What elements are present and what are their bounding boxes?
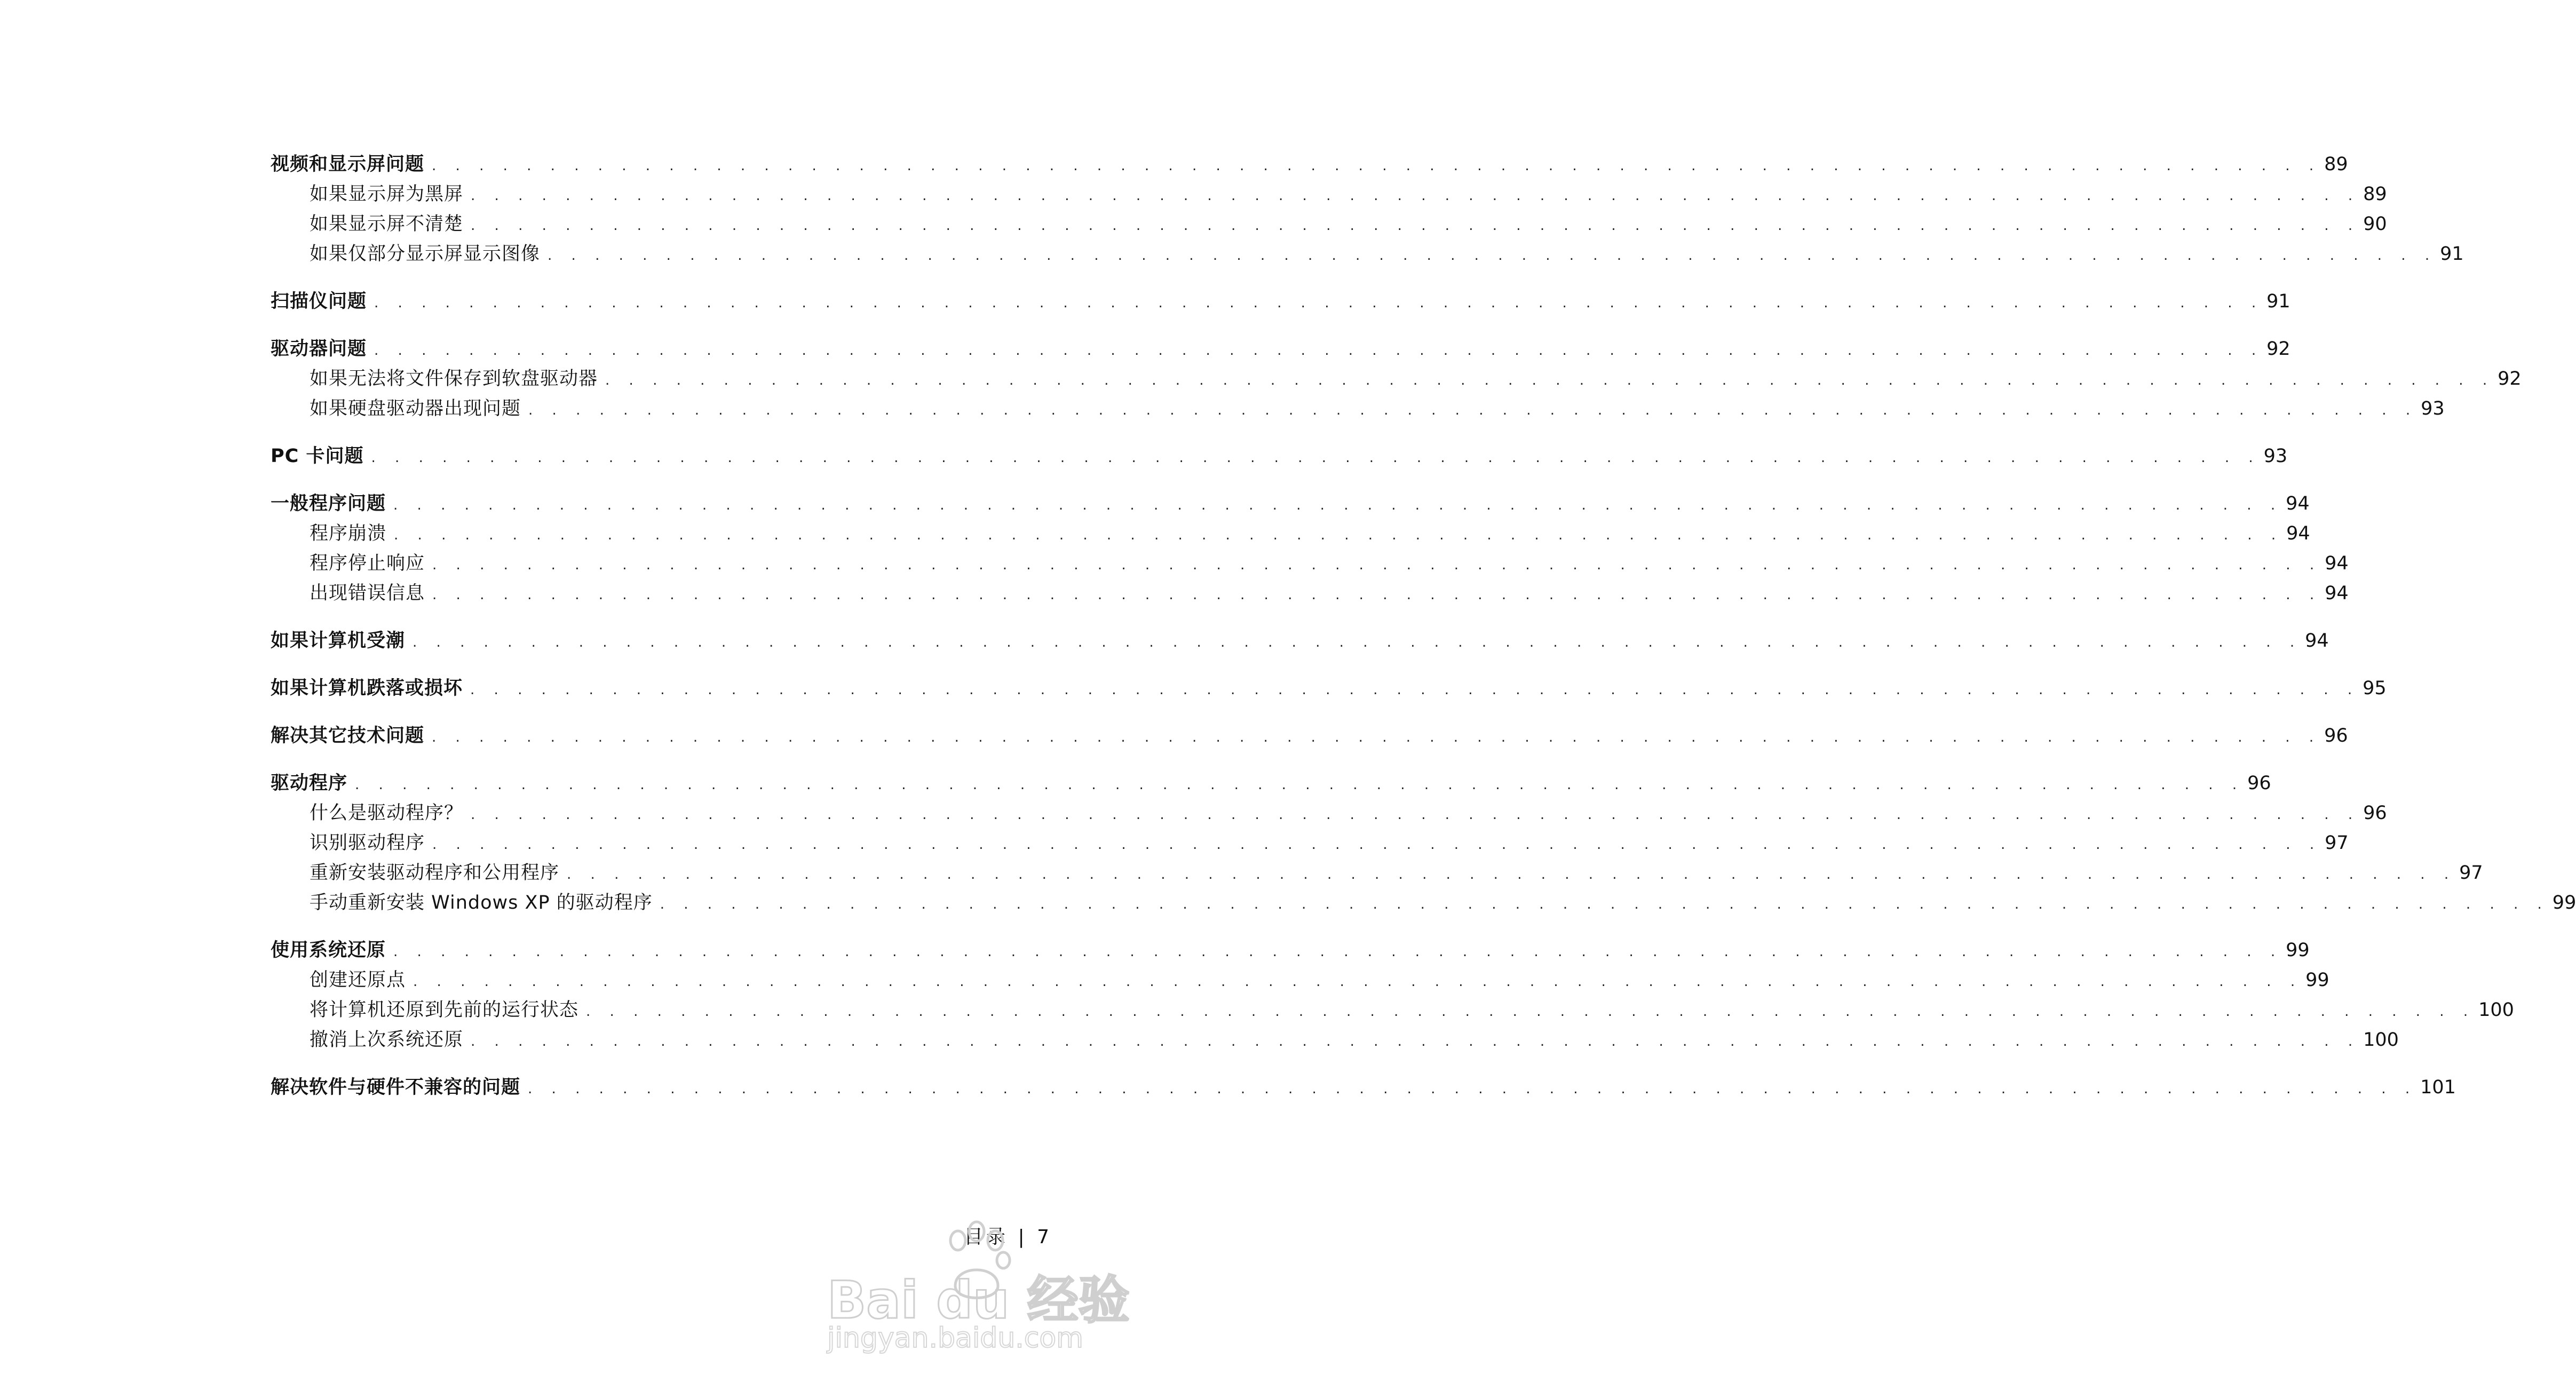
toc-entry-page-number: 91: [2440, 243, 2464, 265]
toc-entry-section[interactable]: [271, 798, 2387, 828]
toc-dot-leader: . . . . . . . . . . . . . . . . . . . . . . . . . . . . . . . . . . . . . . . . . . . . . . . . . . . . . . . . . . . . . . . . . . . . . . . . . . . . . . . .: [432, 837, 2322, 853]
toc-entry-page-number: 89: [2363, 184, 2387, 205]
toc-dot-leader: . . . . . . . . . . . . . . . . . . . . . . . . . . . . . . . . . . . . . . . . . . . . . . . . . . . . . . . . . . . . . . . . . . . . . . . . . . . . . . . .: [586, 1004, 2476, 1020]
toc-dot-leader: . . . . . . . . . . . . . . . . . . . . . . . . . . . . . . . . . . . . . . . . . . . . . . . . . . . . . . . . . . . . . . . . . . . . . . . . . . . . . . . .: [432, 587, 2322, 603]
toc-entry-page-number: 93: [2263, 446, 2288, 467]
toc-dot-leader: . . . . . . . . . . . . . . . . . . . . . . . . . . . . . . . . . . . . . . . . . . . . . . . . . . . . . . . . . . . . . . . . . . . . . . . . . . . . . . . .: [394, 527, 2284, 543]
toc-entry-title: 如果计算机跌落或损坏: [271, 678, 463, 699]
toc-entry-title: 手动重新安装 Windows XP 的驱动程序: [310, 892, 653, 913]
paw-pad-icon: [955, 1270, 998, 1298]
toc-entry-page-number: 91: [2266, 291, 2290, 312]
toc-entry-title: 驱动器问题: [271, 338, 367, 360]
toc-dot-leader: . . . . . . . . . . . . . . . . . . . . . . . . . . . . . . . . . . . . . . . . . . . . . . . . . . . . . . . . . . . . . . . . . . . . . . . . . . . . . . . .: [432, 557, 2322, 573]
toc-entry-section[interactable]: [271, 858, 2483, 888]
toc-entry-chapter[interactable]: [271, 721, 2348, 751]
toc-dot-leader: . . . . . . . . . . . . . . . . . . . . . . . . . . . . . . . . . . . . . . . . . . . . . . . . . . . . . . . . . . . . . . . . . . . . . . . . . . . . . . . .: [355, 777, 2245, 793]
toc-entry-section[interactable]: [271, 394, 2445, 424]
toc-dot-leader: . . . . . . . . . . . . . . . . . . . . . . . . . . . . . . . . . . . . . . . . . . . . . . . . . . . . . . . . . . . . . . . . . . . . . . . . . . . . . . . .: [471, 218, 2360, 234]
toc-entry-page-number: 94: [2286, 493, 2310, 514]
toc-entry-page-number: 101: [2420, 1077, 2456, 1098]
toc-dot-leader: . . . . . . . . . . . . . . . . . . . . . . . . . . . . . . . . . . . . . . . . . . . . . . . . . . . . . . . . . . . . . . . . . . . . . . . . . . . . . . . .: [432, 729, 2321, 745]
toc-entry-chapter[interactable]: [271, 149, 2348, 179]
watermark-url-text: jingyan.baidu.com: [827, 1322, 1083, 1354]
toc-entry-title: 解决软件与硬件不兼容的问题: [271, 1077, 521, 1098]
toc-entry-title: 程序停止响应: [310, 553, 425, 574]
toc-entry-section[interactable]: [271, 965, 2329, 995]
footer-page-number: 7: [1037, 1226, 1052, 1248]
toc-entry-page-number: 99: [2286, 940, 2310, 961]
toc-dot-leader: . . . . . . . . . . . . . . . . . . . . . . . . . . . . . . . . . . . . . . . . . . . . . . . . . . . . . . . . . . . . . . . . . . . . . . . . . . . . . . . .: [374, 343, 2264, 359]
toc-entry-title: 什么是驱动程序？: [310, 802, 464, 824]
toc-entry-section[interactable]: [271, 239, 2464, 269]
toc-entry-page-number: 97: [2459, 862, 2483, 884]
toc-entry-title: 出现错误信息: [310, 583, 425, 604]
toc-dot-leader: . . . . . . . . . . . . . . . . . . . . . . . . . . . . . . . . . . . . . . . . . . . . . . . . . . . . . . . . . . . . . . . . . . . . . . . . . . . . . . . .: [471, 1034, 2360, 1050]
toc-entry-page-number: 89: [2324, 154, 2348, 175]
toc-entry-page-number: 100: [2363, 1029, 2399, 1051]
baidu-jingyan-watermark: [822, 1211, 1130, 1354]
toc-entry-section[interactable]: [271, 209, 2387, 239]
toc-entry-section[interactable]: [271, 519, 2310, 549]
toc-dot-leader: . . . . . . . . . . . . . . . . . . . . . . . . . . . . . . . . . . . . . . . . . . . . . . . . . . . . . . . . . . . . . . . . . . . . . . . . . . . . . . . .: [432, 158, 2321, 174]
toc-entry-page-number: 94: [2286, 523, 2310, 544]
toc-entry-page-number: 96: [2324, 725, 2348, 746]
toc-entry-title: 将计算机还原到先前的运行状态: [310, 999, 579, 1021]
toc-entry-chapter[interactable]: [271, 673, 2387, 703]
toc-dot-leader: . . . . . . . . . . . . . . . . . . . . . . . . . . . . . . . . . . . . . . . . . . . . . . . . . . . . . . . . . . . . . . . . . . . . . . . . . . . . . . . .: [470, 682, 2360, 698]
table-of-contents: [271, 149, 2576, 1102]
toc-entry-section[interactable]: [271, 995, 2514, 1025]
toc-entry-page-number: 94: [2325, 583, 2349, 604]
toc-dot-leader: . . . . . . . . . . . . . . . . . . . . . . . . . . . . . . . . . . . . . . . . . . . . . . . . . . . . . . . . . . . . . . . . . . . . . . . . . . . . . . . .: [605, 372, 2495, 388]
toc-entry-title: 如果计算机受潮: [271, 630, 406, 651]
toc-entry-page-number: 97: [2325, 832, 2349, 854]
toc-entry-page-number: 92: [2498, 368, 2522, 390]
toc-dot-leader: . . . . . . . . . . . . . . . . . . . . . . . . . . . . . . . . . . . . . . . . . . . . . . . . . . . . . . . . . . . . . . . . . . . . . . . . . . . . . . . .: [471, 807, 2360, 823]
toc-dot-leader: . . . . . . . . . . . . . . . . . . . . . . . . . . . . . . . . . . . . . . . . . . . . . . . . . . . . . . . . . . . . . . . . . . . . . . . . . . . . . . . .: [528, 402, 2418, 418]
toc-dot-leader: . . . . . . . . . . . . . . . . . . . . . . . . . . . . . . . . . . . . . . . . . . . . . . . . . . . . . . . . . . . . . . . . . . . . . . . . . . . . . . . .: [413, 634, 2302, 650]
toc-entry-title: 重新安装驱动程序和公用程序: [310, 862, 560, 884]
toc-entry-title: 驱动程序: [271, 773, 348, 794]
toc-entry-title: 如果仅部分显示屏显示图像: [310, 243, 541, 265]
toc-dot-leader: . . . . . . . . . . . . . . . . . . . . . . . . . . . . . . . . . . . . . . . . . . . . . . . . . . . . . . . . . . . . . . . . . . . . . . . . . . . . . . . .: [567, 867, 2456, 883]
toc-entry-page-number: 96: [2247, 773, 2271, 794]
toc-entry-page-number: 99: [2552, 892, 2576, 913]
toc-dot-leader: . . . . . . . . . . . . . . . . . . . . . . . . . . . . . . . . . . . . . . . . . . . . . . . . . . . . . . . . . . . . . . . . . . . . . . . . . . . . . . . .: [471, 188, 2360, 204]
page-footer: [964, 1222, 1052, 1249]
toc-entry-title: 撤消上次系统还原: [310, 1029, 464, 1051]
toc-entry-title: 解决其它技术问题: [271, 725, 425, 746]
toc-entry-chapter[interactable]: [271, 441, 2288, 471]
toc-entry-section[interactable]: [271, 179, 2387, 209]
watermark-brand-text: Bai du 经验: [827, 1270, 1130, 1330]
toc-entry-page-number: 93: [2421, 398, 2445, 419]
toc-entry-section[interactable]: [271, 1025, 2399, 1055]
toc-entry-page-number: 92: [2266, 338, 2290, 360]
toc-entry-title: 如果显示屏为黑屏: [310, 184, 464, 205]
toc-dot-leader: . . . . . . . . . . . . . . . . . . . . . . . . . . . . . . . . . . . . . . . . . . . . . . . . . . . . . . . . . . . . . . . . . . . . . . . . . . . . . . . .: [371, 450, 2261, 466]
paw-toe-icon: [997, 1252, 1010, 1268]
toc-entry-chapter[interactable]: [271, 626, 2329, 656]
toc-entry-title: 识别驱动程序: [310, 832, 425, 854]
toc-dot-leader: . . . . . . . . . . . . . . . . . . . . . . . . . . . . . . . . . . . . . . . . . . . . . . . . . . . . . . . . . . . . . . . . . . . . . . . . . . . . . . . .: [393, 944, 2283, 960]
toc-entry-title: 扫描仪问题: [271, 291, 367, 312]
toc-entry-page-number: 100: [2478, 999, 2514, 1021]
toc-entry-chapter[interactable]: [271, 334, 2290, 364]
toc-entry-chapter[interactable]: [271, 1072, 2456, 1102]
footer-section-label: 目录: [964, 1226, 1009, 1248]
toc-entry-title: 如果无法将文件保存到软盘驱动器: [310, 368, 598, 390]
toc-entry-page-number: 90: [2363, 213, 2387, 235]
paw-toe-icon: [950, 1231, 965, 1250]
toc-entry-page-number: 94: [2305, 630, 2329, 651]
toc-dot-leader: . . . . . . . . . . . . . . . . . . . . . . . . . . . . . . . . . . . . . . . . . . . . . . . . . . . . . . . . . . . . . . . . . . . . . . . . . . . . . . . .: [548, 248, 2437, 264]
toc-entry-page-number: 96: [2363, 802, 2387, 824]
toc-entry-title: 创建还原点: [310, 969, 406, 991]
toc-entry-title: 使用系统还原: [271, 940, 386, 961]
toc-entry-chapter[interactable]: [271, 287, 2290, 316]
toc-entry-title: PC 卡问题: [271, 446, 364, 467]
toc-dot-leader: . . . . . . . . . . . . . . . . . . . . . . . . . . . . . . . . . . . . . . . . . . . . . . . . . . . . . . . . . . . . . . . . . . . . . . . . . . . . . . . .: [413, 974, 2303, 990]
toc-entry-chapter[interactable]: [271, 768, 2271, 798]
toc-entry-title: 如果硬盘驱动器出现问题: [310, 398, 521, 419]
toc-dot-leader: . . . . . . . . . . . . . . . . . . . . . . . . . . . . . . . . . . . . . . . . . . . . . . . . . . . . . . . . . . . . . . . . . . . . . . . . . . . . . . . .: [660, 896, 2549, 912]
toc-dot-leader: . . . . . . . . . . . . . . . . . . . . . . . . . . . . . . . . . . . . . . . . . . . . . . . . . . . . . . . . . . . . . . . . . . . . . . . . . . . . . . . .: [393, 497, 2283, 513]
toc-entry-section[interactable]: [271, 364, 2522, 394]
footer-separator: |: [1018, 1226, 1028, 1248]
toc-entry-section[interactable]: [271, 578, 2349, 608]
toc-entry-title: 一般程序问题: [271, 493, 386, 514]
toc-entry-section[interactable]: [271, 828, 2349, 858]
toc-entry-section[interactable]: [271, 549, 2349, 578]
toc-entry-title: 如果显示屏不清楚: [310, 213, 464, 235]
toc-dot-leader: . . . . . . . . . . . . . . . . . . . . . . . . . . . . . . . . . . . . . . . . . . . . . . . . . . . . . . . . . . . . . . . . . . . . . . . . . . . . . . . .: [374, 295, 2264, 311]
toc-entry-chapter[interactable]: [271, 935, 2310, 965]
toc-entry-title: 视频和显示屏问题: [271, 154, 425, 175]
toc-entry-title: 程序崩溃: [310, 523, 387, 544]
toc-entry-page-number: 95: [2363, 678, 2387, 699]
toc-dot-leader: . . . . . . . . . . . . . . . . . . . . . . . . . . . . . . . . . . . . . . . . . . . . . . . . . . . . . . . . . . . . . . . . . . . . . . . . . . . . . . . .: [528, 1081, 2418, 1097]
toc-entry-page-number: 99: [2305, 969, 2329, 991]
toc-entry-section[interactable]: [271, 888, 2576, 918]
toc-entry-chapter[interactable]: [271, 489, 2310, 519]
toc-entry-page-number: 94: [2325, 553, 2349, 574]
